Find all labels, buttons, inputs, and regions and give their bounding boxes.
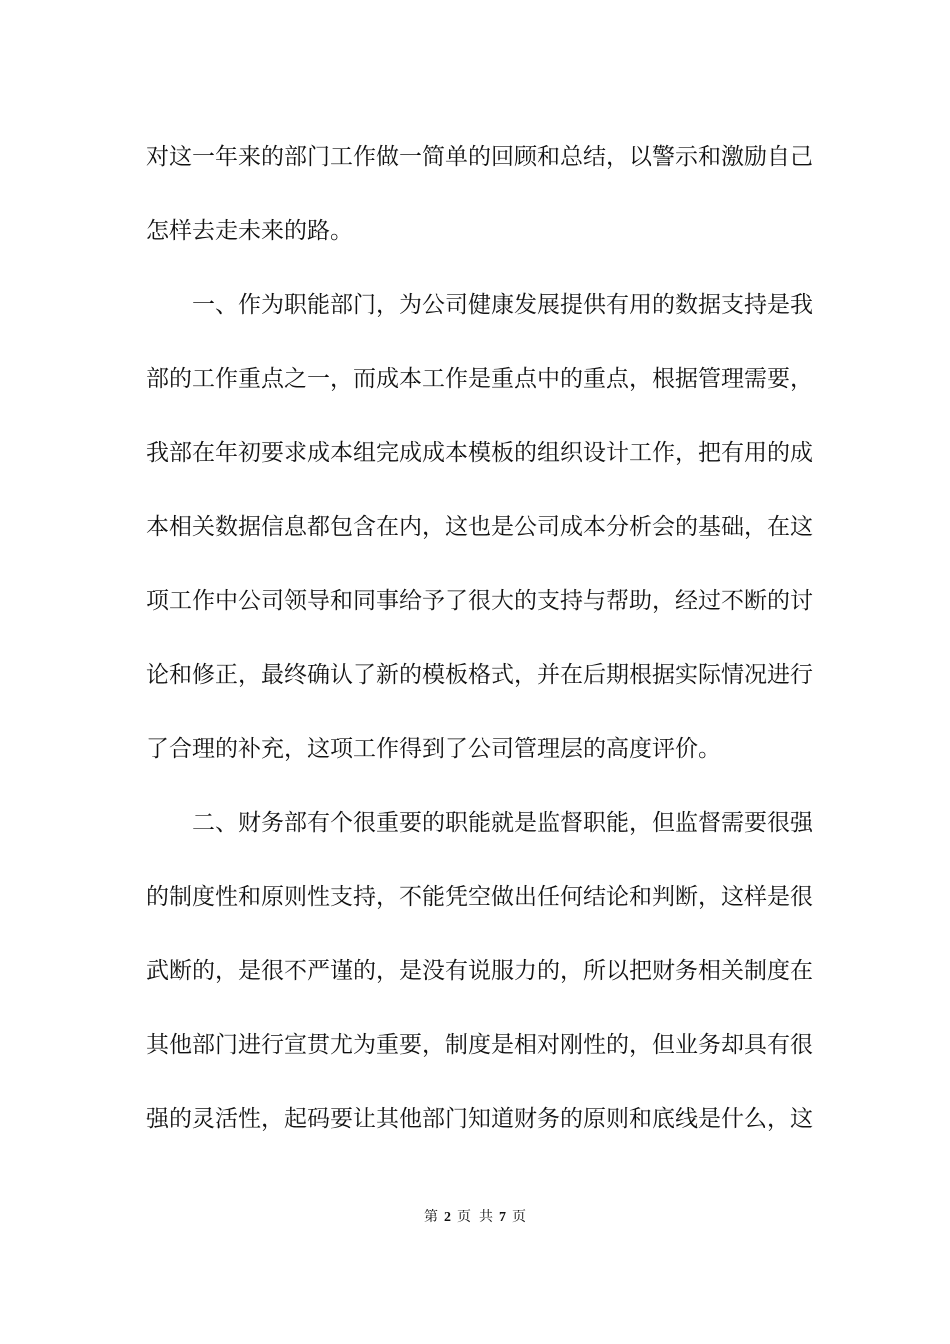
text-line: 武断的，是很不严谨的，是没有说服力的，所以把财务相关制度在 [146,958,813,984]
current-page-number: 2 [444,1210,451,1225]
text-line: 强的灵活性，起码要让其他部门知道财务的原则和底线是什么，这 [146,1106,813,1132]
page-suffix: 页 [512,1209,526,1225]
page-label: 页 [457,1209,471,1225]
paragraph-start-line: 一、作为职能部门，为公司健康发展提供有用的数据支持是我 [192,292,813,318]
text-line: 对这一年来的部门工作做一简单的回顾和总结，以警示和激励自己 [146,144,813,170]
page-number-footer [0,1208,950,1227]
text-line: 的制度性和原则性支持，不能凭空做出任何结论和判断，这样是很 [146,884,813,910]
total-page-number: 7 [499,1210,506,1225]
text-line: 论和修正，最终确认了新的模板格式，并在后期根据实际情况进行 [146,662,813,688]
text-line: 怎样去走未来的路。 [146,218,353,244]
paragraph-start-line: 二、财务部有个很重要的职能就是监督职能，但监督需要很强 [192,810,813,836]
text-line: 本相关数据信息都包含在内，这也是公司成本分析会的基础，在这 [146,514,813,540]
text-line: 我部在年初要求成本组完成成本模板的组织设计工作，把有用的成 [146,440,813,466]
text-line: 其他部门进行宣贯尤为重要，制度是相对刚性的，但业务却具有很 [146,1032,813,1058]
total-label: 共 [479,1209,493,1225]
page-prefix: 第 [424,1209,438,1225]
text-line: 部的工作重点之一，而成本工作是重点中的重点，根据管理需要， [146,366,813,392]
text-line: 项工作中公司领导和同事给予了很大的支持与帮助，经过不断的讨 [146,588,813,614]
text-line: 了合理的补充，这项工作得到了公司管理层的高度评价。 [146,736,721,762]
